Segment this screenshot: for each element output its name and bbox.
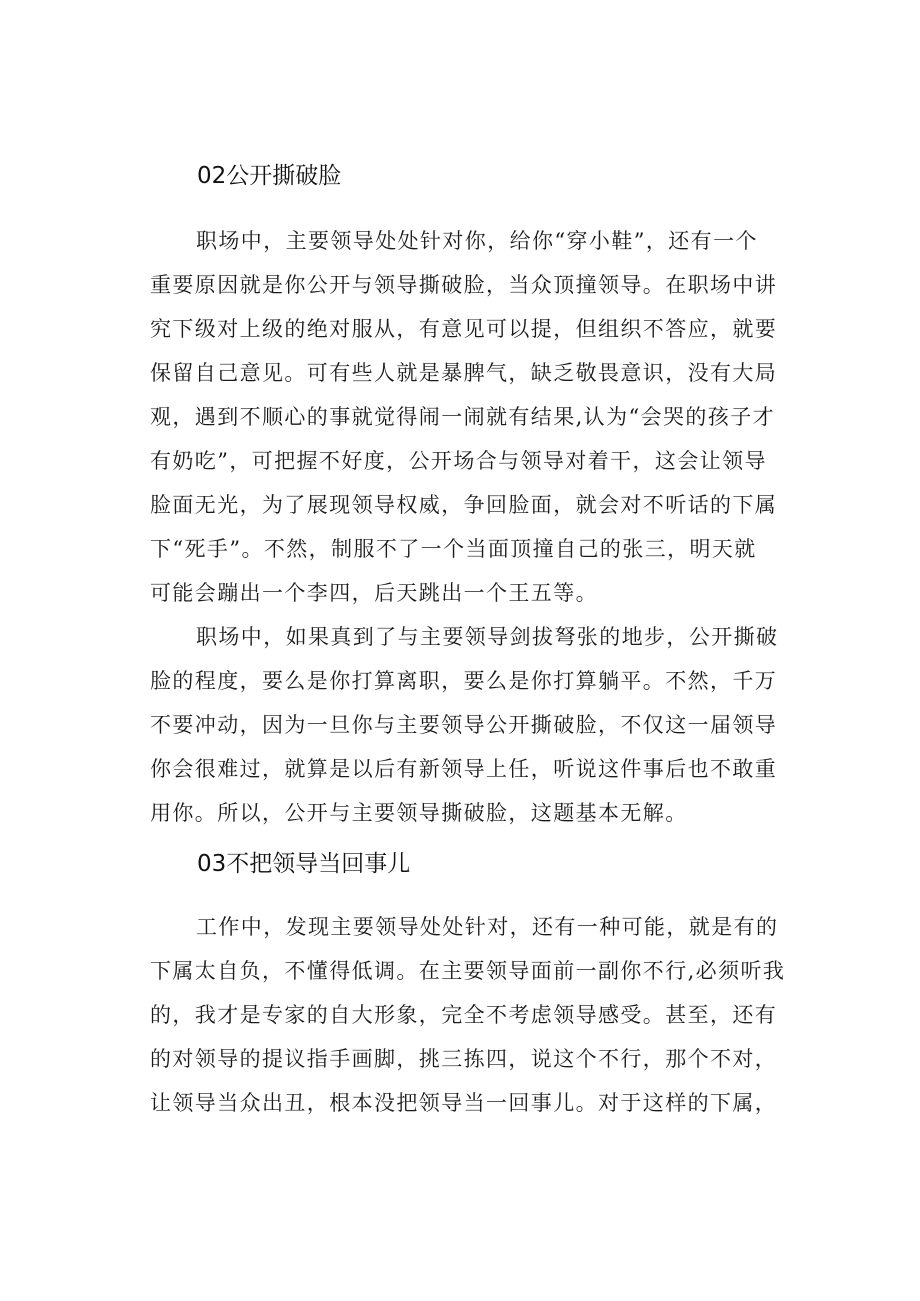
text-line: 下属太自负，不懂得低调。在主要领导面前一副你不行,必须听我: [150, 959, 786, 983]
text-line: 重要原因就是你公开与领导撕破脸，当众顶撞领导。在职场中讲: [150, 273, 778, 297]
text-line: 保留自己意见。可有些人就是暴脾气，缺乏敬畏意识，没有大局: [150, 361, 778, 385]
text-line: 职场中，如果真到了与主要领导剑拔弩张的地步，公开撕破: [196, 625, 779, 649]
text-line: 的对领导的提议指手画脚，挑三拣四，说这个不行，那个不对，: [150, 1047, 778, 1071]
text-line: 你会很难过，就算是以后有新领导上任，听说这件事后也不敢重: [150, 757, 778, 781]
text-line: 有奶吃”，可把握不好度，公开场合与领导对着干，这会让领导: [150, 449, 767, 473]
text-line: 脸的程度，要么是你打算离职，要么是你打算躺平。不然，千万: [150, 669, 778, 693]
text-line: 工作中，发现主要领导处处针对，还有一种可能，就是有的: [196, 915, 779, 939]
text-line: 可能会蹦出一个李四，后天跳出一个王五等。: [150, 581, 598, 605]
text-line: 不要冲动，因为一旦你与主要领导公开撕破脸，不仅这一届领导: [150, 713, 778, 737]
section-heading-03: 03不把领导当回事儿: [197, 851, 411, 877]
text-line: 用你。所以，公开与主要领导撕破脸，这题基本无解。: [150, 801, 688, 825]
text-line: 究下级对上级的绝对服从，有意见可以提，但组织不答应，就要: [150, 317, 778, 341]
text-line: 观，遇到不顺心的事就觉得闹一闹就有结果,认为“会哭的孩子才: [150, 405, 776, 429]
text-line: 的，我才是专家的自大形象，完全不考虑领导感受。甚至，还有: [150, 1003, 778, 1027]
text-line: 让领导当众出丑，根本没把领导当一回事儿。对于这样的下属，: [150, 1091, 778, 1115]
text-line: 下“死手”。不然，制服不了一个当面顶撞自己的张三，明天就: [150, 537, 757, 561]
text-line: 脸面无光，为了展现领导权威，争回脸面，就会对不听话的下属: [150, 493, 778, 517]
text-line: 职场中，主要领导处处针对你，给你“穿小鞋”，还有一个: [196, 229, 758, 253]
section-heading-02: 02公开撕破脸: [197, 163, 342, 189]
